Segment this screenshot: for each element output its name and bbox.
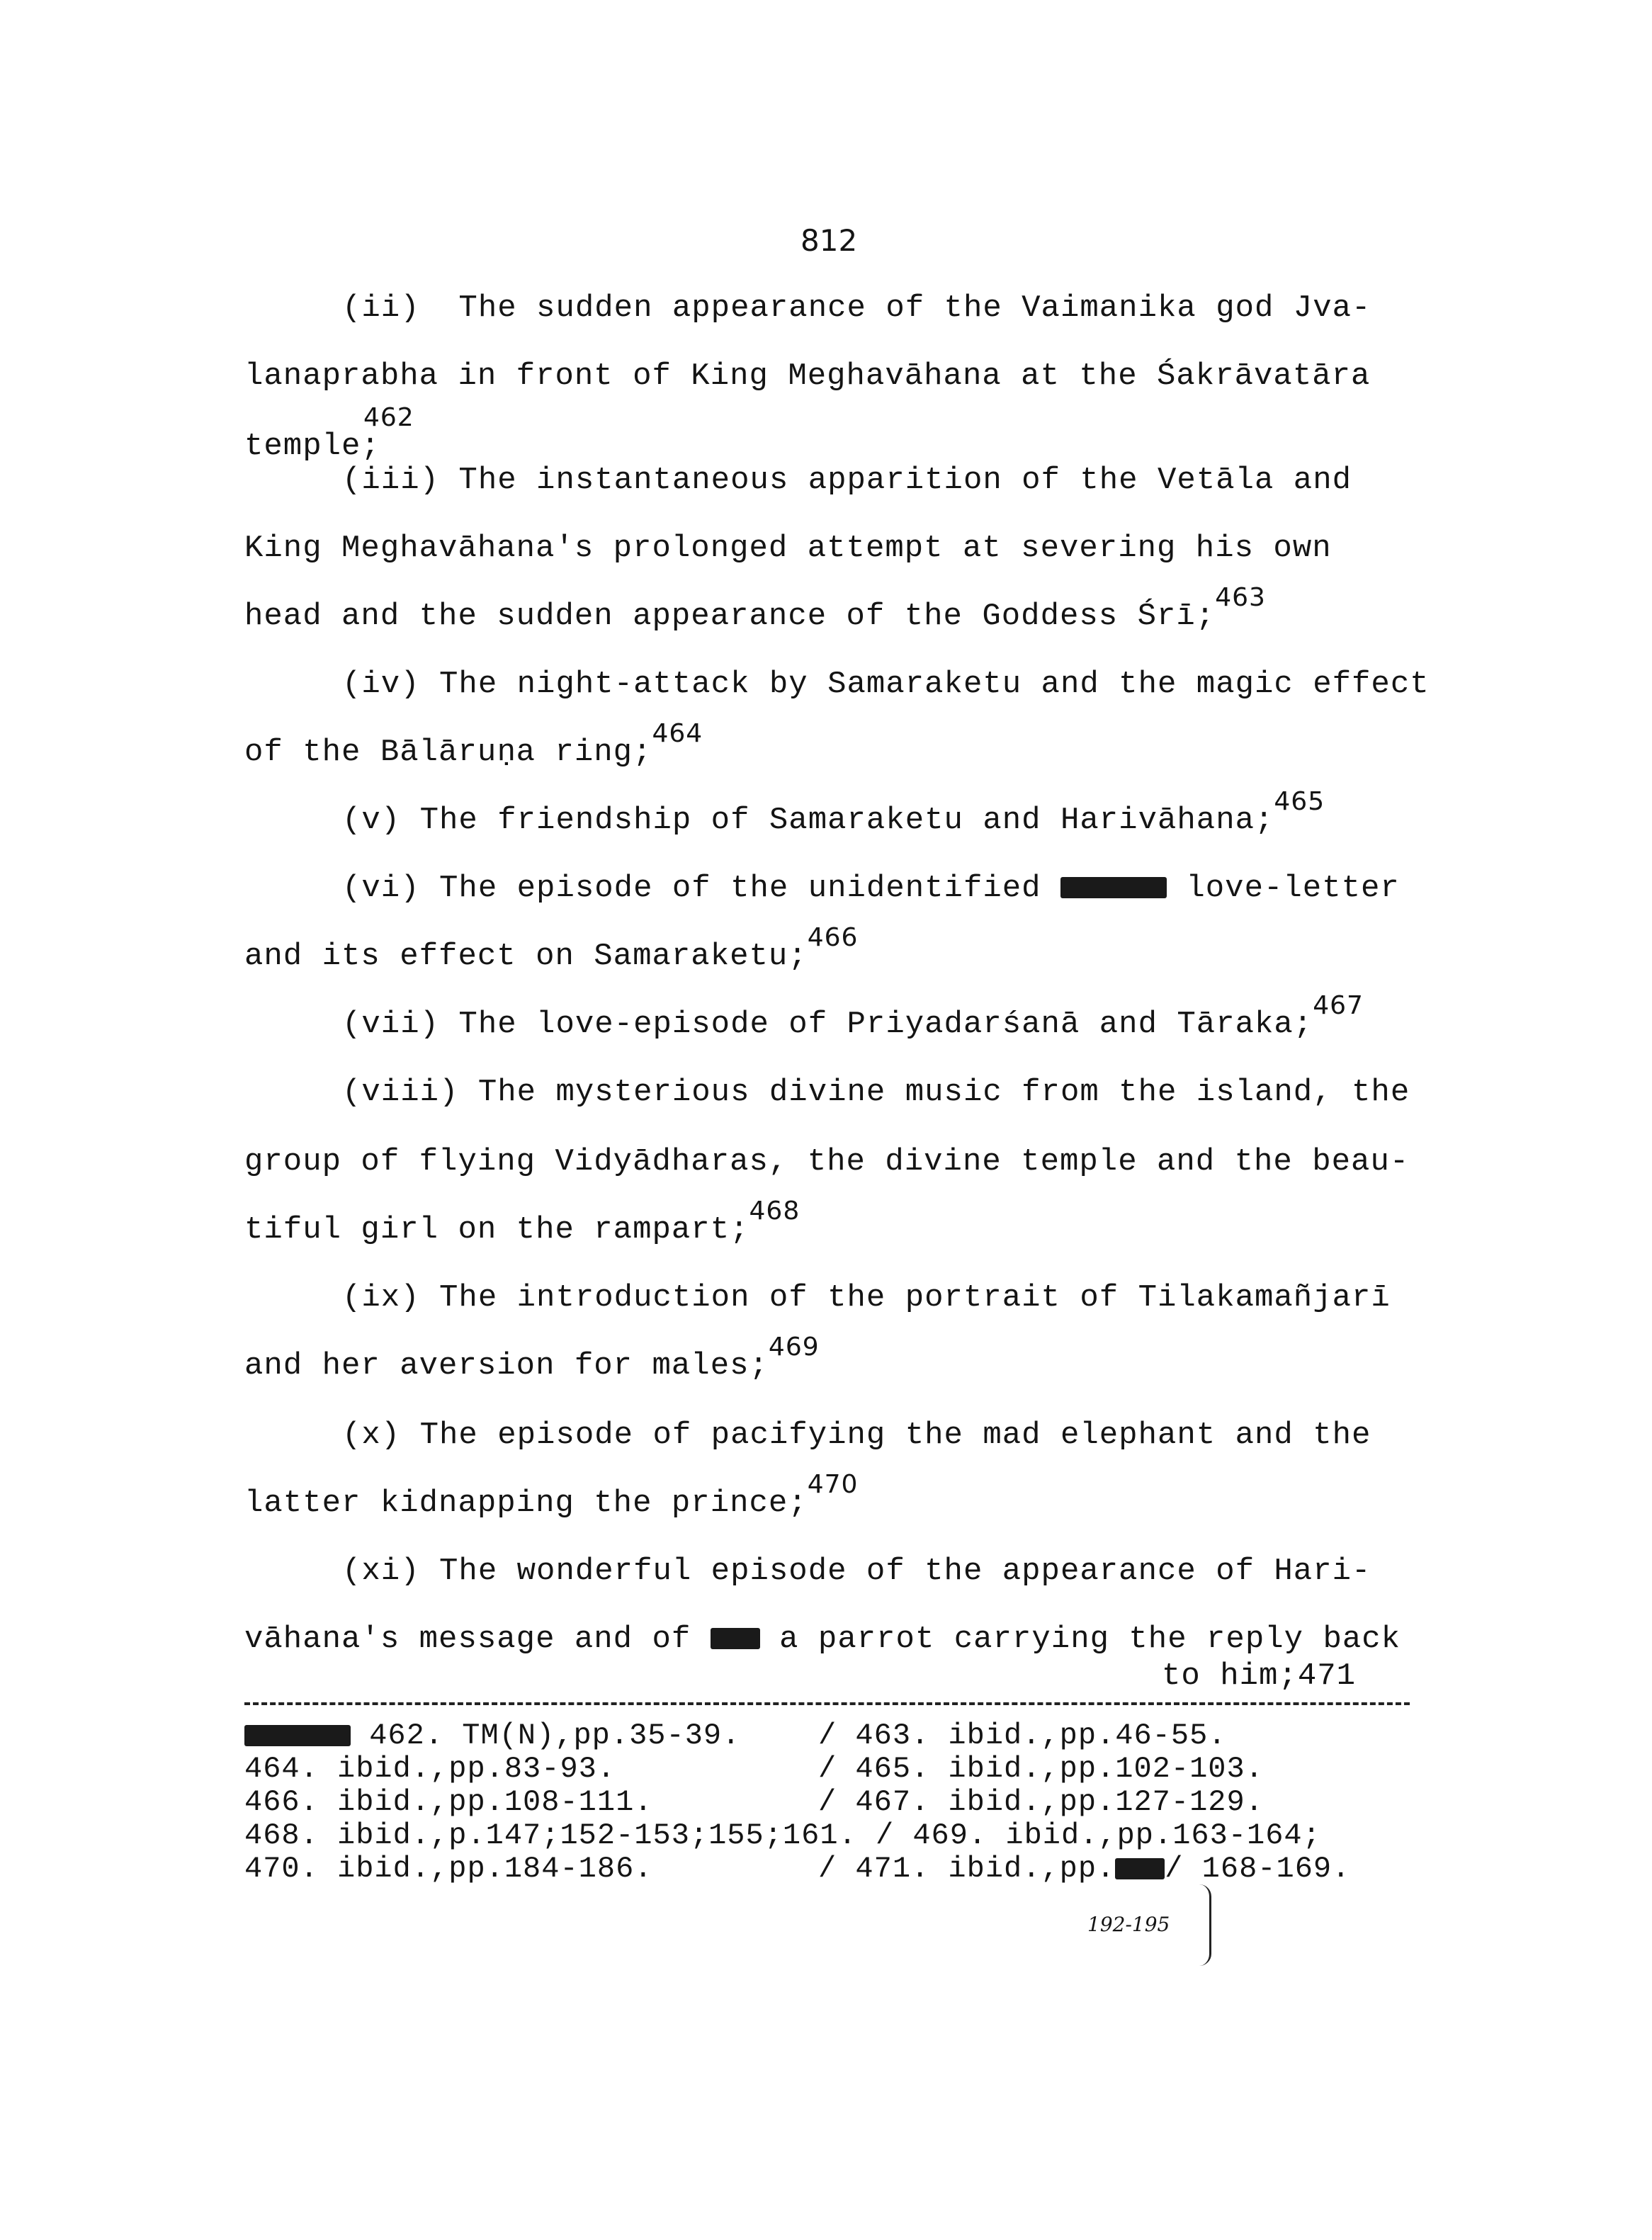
text-line: (ii) The sudden appearance of the Vaimanika god Jva-: [342, 290, 1371, 326]
footnote-ref: 464: [652, 719, 703, 748]
footnote-ref: 469: [768, 1333, 820, 1362]
text-line: of the Bālāruṇa ring;$^{464}$: [244, 719, 703, 770]
text-line: latter kidnapping the prince;$^{470}$: [244, 1470, 859, 1521]
strikeout-mark: [244, 1725, 351, 1746]
text-line: (v) The friendship of Samaraketu and Harivāhana;$^{465}$: [342, 787, 1325, 838]
footnote-line: 464. ibid.,pp.83-93.: [244, 1752, 616, 1786]
text-line: (x) The episode of pacifying the mad elephant and the: [342, 1418, 1371, 1453]
page-number: 812: [800, 223, 858, 258]
text-line: and her aversion for males;$^{469}$: [244, 1333, 820, 1384]
footnote-line: / 471. ibid.,pp. / 168-169.: [818, 1852, 1351, 1886]
footnote-line: 462. TM(N),pp.35-39.: [244, 1719, 740, 1752]
footnote-line: 470. ibid.,pp.184-186.: [244, 1852, 653, 1886]
text-line: temple; 462: [244, 429, 380, 464]
handwritten-bracket: [1199, 1884, 1211, 1966]
text-line: to him;471: [1162, 1658, 1357, 1694]
text-line: tiful girl on the rampart;$^{468}$: [244, 1197, 800, 1248]
text-line: (vii) The love-episode of Priyadarśanā and Tāraka;$^{467}$: [342, 991, 1364, 1042]
footnote-line: / 463. ibid.,pp.46-55.: [818, 1719, 1227, 1753]
text-line: (vi) The episode of the unidentified love-letter: [342, 871, 1400, 906]
text-line: lanaprabha in front of King Meghavāhana at the Śakrāvatāra: [244, 358, 1371, 394]
text-line: (iv) The night-attack by Samaraketu and the magic effect: [342, 667, 1430, 702]
text-line: vāhana's message and of a parrot carrying the reply back: [244, 1622, 1401, 1657]
footnote-ref: 470: [807, 1470, 859, 1499]
text-line: (viii) The mysterious divine music from the island, the: [342, 1075, 1410, 1110]
text-line: (ix) The introduction of the portrait of Tilakamañjarī: [342, 1280, 1391, 1316]
text-line: group of flying Vidyādharas, the divine temple and the beau-: [244, 1144, 1410, 1180]
footnote-line: / 465. ibid.,pp.102-103.: [818, 1752, 1264, 1786]
strikeout-mark: [1115, 1858, 1165, 1879]
footnote-ref: 462: [363, 403, 414, 432]
text-line: King Meghavāhana's prolonged attempt at severing his own: [244, 531, 1332, 566]
text-line: and its effect on Samaraketu;$^{466}$: [244, 923, 859, 974]
footnote-ref: 465: [1274, 787, 1325, 816]
handwritten-correction: 192-195: [1087, 1913, 1170, 1936]
strikeout-mark: [1060, 877, 1167, 898]
footnote-ref: 463: [1215, 583, 1266, 612]
footnote-line: / 467. ibid.,pp.127-129.: [818, 1785, 1264, 1819]
footnote-ref: 468: [749, 1197, 800, 1226]
text-line: head and the sudden appearance of the Goddess Śrī;$^{463}$: [244, 583, 1266, 634]
text-line: (xi) The wonderful episode of the appearance of Hari-: [342, 1554, 1371, 1589]
footnote-ref: 467: [1313, 991, 1364, 1020]
strikeout-mark: [711, 1628, 760, 1649]
footnote-line: 466. ibid.,pp.108-111.: [244, 1785, 653, 1819]
footnote-divider: [244, 1702, 1410, 1705]
text-line: (iii) The instantaneous apparition of the Vetāla and: [342, 463, 1352, 498]
footnote-line: 468. ibid.,p.147;152-153;155;161. / 469. ibid.,pp.163-164;: [244, 1818, 1321, 1852]
footnote-ref: 466: [807, 923, 859, 952]
